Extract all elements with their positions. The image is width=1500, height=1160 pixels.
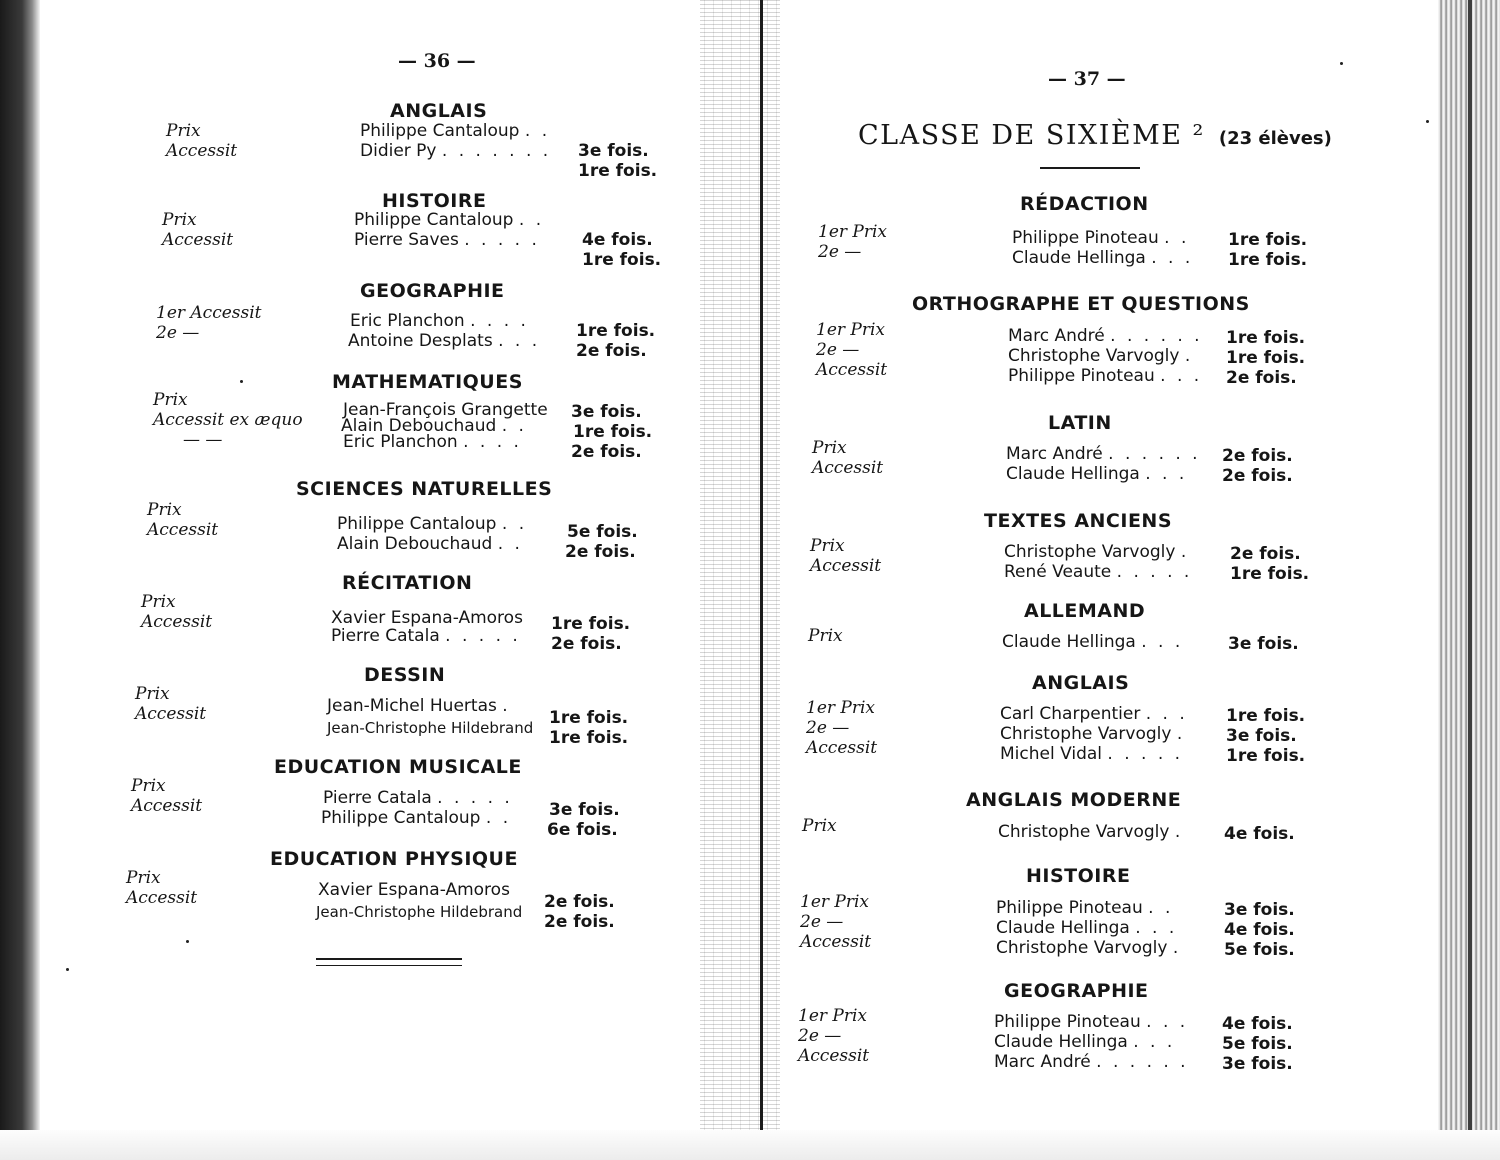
page-number-right: — 37 — (1048, 68, 1126, 90)
laureate-name: Jean-Christophe Hildebrand (316, 903, 523, 921)
leader-dots: . . . (1151, 248, 1194, 268)
times-count: 4e fois. (1224, 824, 1295, 844)
times-count: 3e fois. (571, 402, 642, 422)
leader-dots: . . . . . (1116, 562, 1193, 582)
laureate-name: Eric Planchon (350, 311, 465, 331)
times-count: 6e fois. (547, 820, 618, 840)
award-label: Prix (802, 816, 837, 836)
award-label: 1er Prix (806, 698, 875, 718)
award-label: 2e — (798, 1026, 842, 1046)
right-page (770, 0, 1450, 1130)
times-count: 5e fois. (1224, 940, 1295, 960)
leader-dots: . . (1164, 228, 1190, 248)
award-label: Accessit (126, 888, 198, 908)
times-count: 4e fois. (1224, 920, 1295, 940)
laureate-name: Pierre Catala (323, 788, 432, 808)
leader-dots: . . . (1145, 464, 1188, 484)
leader-dots: . . . . . (437, 788, 513, 808)
leader-dots: . . . (1135, 918, 1178, 938)
times-count: 2e fois. (565, 542, 636, 562)
section-title: ALLEMAND (1024, 600, 1146, 622)
laureate-name: René Veaute (1004, 562, 1112, 582)
class-count: (23 élèves) (1218, 128, 1332, 149)
times-count: 1re fois. (1230, 564, 1310, 584)
times-count: 1re fois. (549, 708, 629, 728)
laureate-name: Claude Hellinga (1006, 464, 1140, 484)
award-label: Prix (131, 776, 166, 796)
scan-speck (186, 940, 189, 943)
award-label: Accessit (806, 738, 878, 758)
award-label: Accessit (141, 612, 213, 632)
times-count: 5e fois. (567, 522, 638, 542)
laureate-name: Philippe Pinoteau (1012, 228, 1159, 248)
award-label: 2e — (806, 718, 850, 738)
award-label: — — (183, 430, 223, 450)
award-label: Accessit (135, 704, 207, 724)
times-count: 3e fois. (1224, 900, 1295, 920)
section-title: HISTOIRE (1026, 865, 1131, 887)
times-count: 5e fois. (1222, 1034, 1293, 1054)
leader-dots: . . (497, 534, 523, 554)
times-count: 2e fois. (1222, 466, 1293, 486)
times-count: 3e fois. (1228, 634, 1299, 654)
award-label: 1er Accessit (156, 303, 262, 323)
scan-speck (66, 968, 69, 971)
laureate-name: Marc André (994, 1052, 1091, 1072)
award-label: Prix (147, 500, 182, 520)
page-fold-line (760, 0, 763, 1130)
award-label: 1er Prix (816, 320, 885, 340)
leader-dots: . (1174, 822, 1184, 842)
laureate-name: Christophe Varvogly (996, 938, 1168, 958)
laureate-name: Alain Debouchaud (341, 416, 497, 436)
award-label: Accessit (162, 230, 234, 250)
laureate-name: Christophe Varvogly (1008, 346, 1180, 366)
times-count: 1re fois. (1228, 230, 1308, 250)
leader-dots: . . . . . . (1096, 1052, 1189, 1072)
page-number-left: — 36 — (398, 50, 476, 72)
section-title: RÉCITATION (342, 572, 473, 594)
scan-speck (1340, 62, 1343, 65)
leader-dots: . . . . . . . (441, 141, 552, 161)
section-title: TEXTES ANCIENS (984, 510, 1173, 532)
laureate-name: Eric Planchon (343, 432, 458, 452)
award-label: 2e — (156, 323, 200, 343)
laureate-name: Didier Py (360, 141, 437, 161)
leader-dots: . . . . (463, 432, 522, 452)
award-label: Accessit (166, 141, 238, 161)
laureate-name: Philippe Pinoteau (1008, 366, 1155, 386)
award-label: 2e — (816, 340, 860, 360)
section-title: GEOGRAPHIE (1004, 980, 1149, 1002)
left-page (0, 0, 720, 1130)
leader-dots: . (1180, 542, 1190, 562)
award-label: Accessit (812, 458, 884, 478)
award-label: 2e — (818, 242, 862, 262)
award-label: Prix (141, 592, 176, 612)
leader-dots: . . . . . . (1108, 444, 1201, 464)
times-count: 2e fois. (571, 442, 642, 462)
laureate-name: Pierre Saves (354, 230, 459, 250)
times-count: 2e fois. (1226, 368, 1297, 388)
times-count: 2e fois. (544, 912, 615, 932)
leader-dots: . . . (1133, 1032, 1176, 1052)
laureate-name: Claude Hellinga (1002, 632, 1136, 652)
leader-dots: . . . . . . (1110, 326, 1203, 346)
laureate-name: Carl Charpentier (1000, 704, 1141, 724)
laureate-name: Philippe Cantaloup (321, 808, 481, 828)
laureate-name: Philippe Pinoteau (996, 898, 1143, 918)
laureate-name: Christophe Varvogly (998, 822, 1170, 842)
section-title: RÉDACTION (1020, 193, 1149, 215)
end-rule (316, 958, 462, 960)
scan-speck (240, 380, 243, 383)
times-count: 2e fois. (544, 892, 615, 912)
times-count: 1re fois. (573, 422, 653, 442)
end-rule (316, 965, 462, 966)
award-label: 2e — (800, 912, 844, 932)
class-title-text: CLASSE DE SIXIÈME ² (858, 120, 1205, 151)
leader-dots: . (1172, 938, 1182, 958)
award-label: Prix (812, 438, 847, 458)
laureate-name: Jean-François Grangette (343, 400, 548, 420)
award-label: Accessit ex æquo (153, 410, 303, 430)
award-label: 1er Prix (798, 1006, 867, 1026)
leader-dots: . (502, 696, 511, 716)
laureate-name: Antoine Desplats (348, 331, 493, 351)
leader-dots: . . (1148, 898, 1174, 918)
section-title: EDUCATION PHYSIQUE (270, 848, 518, 870)
times-count: 1re fois. (1226, 706, 1306, 726)
leader-dots: . . . . . (1107, 744, 1184, 764)
times-count: 1re fois. (576, 321, 656, 341)
times-count: 3e fois. (1222, 1054, 1293, 1074)
award-label: Prix (153, 390, 188, 410)
times-count: 1re fois. (551, 614, 631, 634)
laureate-name: Claude Hellinga (996, 918, 1130, 938)
award-label: Accessit (798, 1046, 870, 1066)
laureate-name: Jean-Michel Huertas (327, 696, 497, 716)
leader-dots: . . (501, 514, 528, 534)
award-label: 1er Prix (800, 892, 869, 912)
laureate-name: Philippe Cantaloup (354, 210, 514, 230)
class-title (858, 120, 1332, 151)
times-count: 2e fois. (1230, 544, 1301, 564)
laureate-name: Xavier Espana-Amoros (318, 880, 510, 900)
section-title: SCIENCES NATURELLES (296, 478, 553, 500)
award-label: Prix (135, 684, 170, 704)
leader-dots: . . (518, 210, 545, 230)
leader-dots: . . . (1146, 1012, 1189, 1032)
scan-speck (1426, 120, 1429, 123)
times-count: 3e fois. (1226, 726, 1297, 746)
award-label: Accessit (131, 796, 203, 816)
leader-dots: . . (524, 121, 551, 141)
award-label: Prix (126, 868, 161, 888)
times-count: 4e fois. (582, 230, 653, 250)
section-title: DESSIN (364, 664, 446, 686)
award-label: Accessit (800, 932, 872, 952)
award-label: Prix (166, 121, 201, 141)
laureate-name: Alain Debouchaud (337, 534, 493, 554)
section-title: ANGLAIS (390, 100, 488, 122)
section-title: LATIN (1048, 412, 1112, 434)
award-label: Accessit (810, 556, 882, 576)
laureate-name: Claude Hellinga (1012, 248, 1146, 268)
leader-dots: . . . (498, 331, 541, 351)
laureate-name: Philippe Cantaloup (360, 121, 520, 141)
laureate-name: Claude Hellinga (994, 1032, 1128, 1052)
leader-dots: . . . . . (464, 230, 540, 250)
section-title: ORTHOGRAPHE ET QUESTIONS (912, 293, 1250, 315)
leader-dots: . (1184, 346, 1194, 366)
section-title: GEOGRAPHIE (360, 280, 505, 302)
title-rule (1040, 167, 1140, 169)
times-count: 1re fois. (1228, 250, 1308, 270)
leader-dots: . . . . . (445, 626, 521, 646)
laureate-name: Christophe Varvogly (1004, 542, 1176, 562)
laureate-name: Christophe Varvogly (1000, 724, 1172, 744)
laureate-name: Marc André (1008, 326, 1105, 346)
times-count: 2e fois. (1222, 446, 1293, 466)
times-count: 2e fois. (576, 341, 647, 361)
times-count: 1re fois. (578, 161, 658, 181)
times-count: 1re fois. (582, 250, 662, 270)
leader-dots: . . . (1145, 704, 1188, 724)
award-label: Accessit (147, 520, 219, 540)
section-title: HISTOIRE (382, 190, 487, 212)
section-title: ANGLAIS MODERNE (966, 789, 1182, 811)
section-title: EDUCATION MUSICALE (274, 756, 522, 778)
scan-bottom-strip (0, 1130, 1500, 1160)
laureate-name: Xavier Espana-Amoros (331, 608, 523, 628)
times-count: 1re fois. (1226, 348, 1306, 368)
laureate-name: Philippe Cantaloup (337, 514, 497, 534)
award-label: Accessit (816, 360, 888, 380)
leader-dots: . . . (1160, 366, 1203, 386)
times-count: 1re fois. (1226, 328, 1306, 348)
award-label: Prix (808, 626, 843, 646)
leader-dots: . . (485, 808, 512, 828)
times-count: 2e fois. (551, 634, 622, 654)
times-count: 3e fois. (578, 141, 649, 161)
times-count: 3e fois. (549, 800, 620, 820)
laureate-name: Pierre Catala (331, 626, 440, 646)
laureate-name: Michel Vidal (1000, 744, 1103, 764)
award-label: Prix (162, 210, 197, 230)
times-count: 1re fois. (1226, 746, 1306, 766)
award-label: 1er Prix (818, 222, 887, 242)
award-label: Prix (810, 536, 845, 556)
section-title: MATHEMATIQUES (332, 371, 523, 393)
leader-dots: . (1176, 724, 1186, 744)
leader-dots: . . . . (470, 311, 529, 331)
leader-dots: . . (501, 416, 527, 436)
laureate-name: Marc André (1006, 444, 1103, 464)
times-count: 4e fois. (1222, 1014, 1293, 1034)
laureate-name: Jean-Christophe Hildebrand (327, 719, 534, 737)
laureate-name: Philippe Pinoteau (994, 1012, 1141, 1032)
leader-dots: . . . (1141, 632, 1184, 652)
section-title: ANGLAIS (1032, 672, 1130, 694)
times-count: 1re fois. (549, 728, 629, 748)
